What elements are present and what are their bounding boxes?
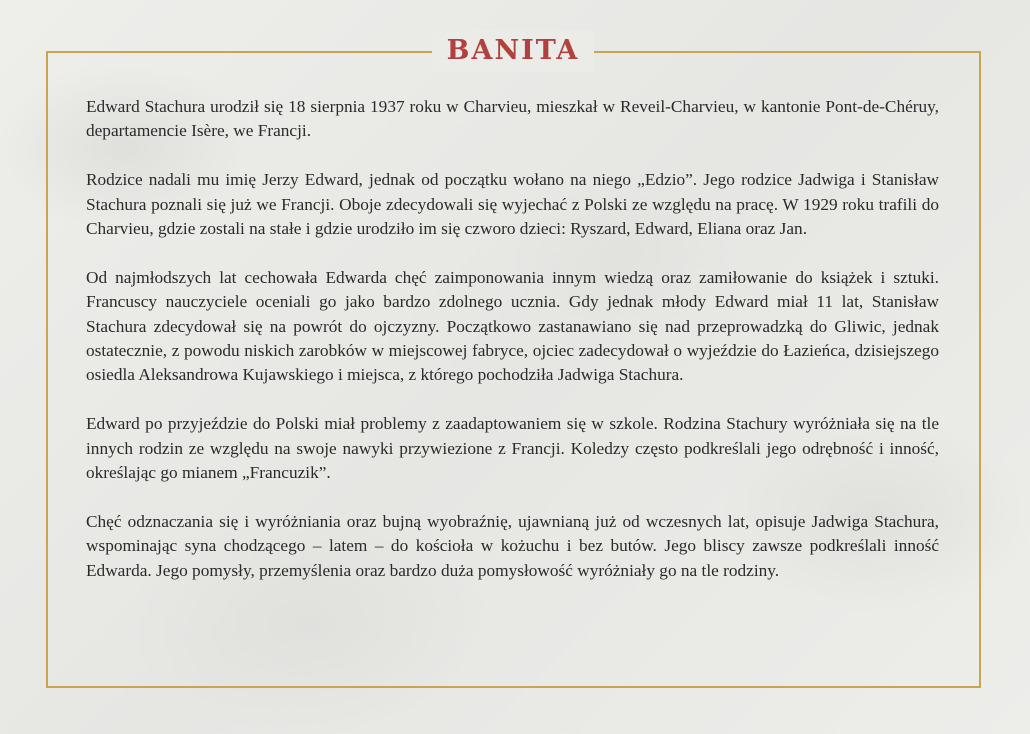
paragraph-imagination: Chęć odznaczania się i wyróżniania oraz bujną wyobraźnię, ujawnianą już od wczesnych lat, opisuje Jadwiga Stachura, wspominając syna chodzącego – latem – do kościoła w kożuchu i bez butów. Jego bliscy zawsze podkreślali inność Edwarda. Jego pomysły, przemyślenia oraz bardzo duża pomysłowość wyróżniały go na tle rodziny. — [86, 511, 939, 580]
paragraph-parents: Rodzice nadali mu imię Jerzy Edward, jednak od początku wołano na niego „Edzio”. Jego rodzice Jadwiga i Stanisław Stachura poznali się już we Francji. Oboje zdecydowali się wyjechać z Polski ze względu na pracę. W 1929 roku trafili do Charvieu, gdzie zostali na stałe i gdzie urodziło im się czworo dzieci: Ryszard, Edward, Eliana oraz Jan. — [86, 170, 939, 239]
paragraph-school: Edward po przyjeździe do Polski miał problemy z zaadaptowaniem się w szkole. Rodzina Stachury wyróżniała się na tle innych rodzin ze względu na swoje nawyki przywiezione z Francji. Koledzy często podkreślali jego odrębność i inność, określając go mianem „Francuzik”. — [86, 414, 939, 483]
paragraph-birth: Edward Stachura urodził się 18 sierpnia 1937 roku w Charvieu, mieszkał w Reveil-Charvieu, w kantonie Pont-de-Chéruy, departamencie Isère, we Francji. — [86, 97, 939, 141]
paragraph-childhood: Od najmłodszych lat cechowała Edwarda chęć zaimponowania innym wiedzą oraz zamiłowanie do książek i sztuki. Francuscy nauczyciele oceniali go jako bardzo zdolnego ucznia. Gdy jednak młody Edward miał 11 lat, Stanisław Stachura zdecydował się na powrót do ojczyzny. Początkowo zastanawiano się nad przeprowadzką do Gliwic, jednak ostatecznie, z powodu niskich zarobków w miejscowej fabryce, ojciec zadecydował o wyjeździe do Łazieńca, dzisiejszego osiedla Aleksandrowa Kujawskiego i miejsca, z którego pochodziła Jadwiga Stachura. — [86, 267, 939, 385]
article-body — [86, 95, 939, 607]
page-title: BANITA — [432, 30, 594, 72]
